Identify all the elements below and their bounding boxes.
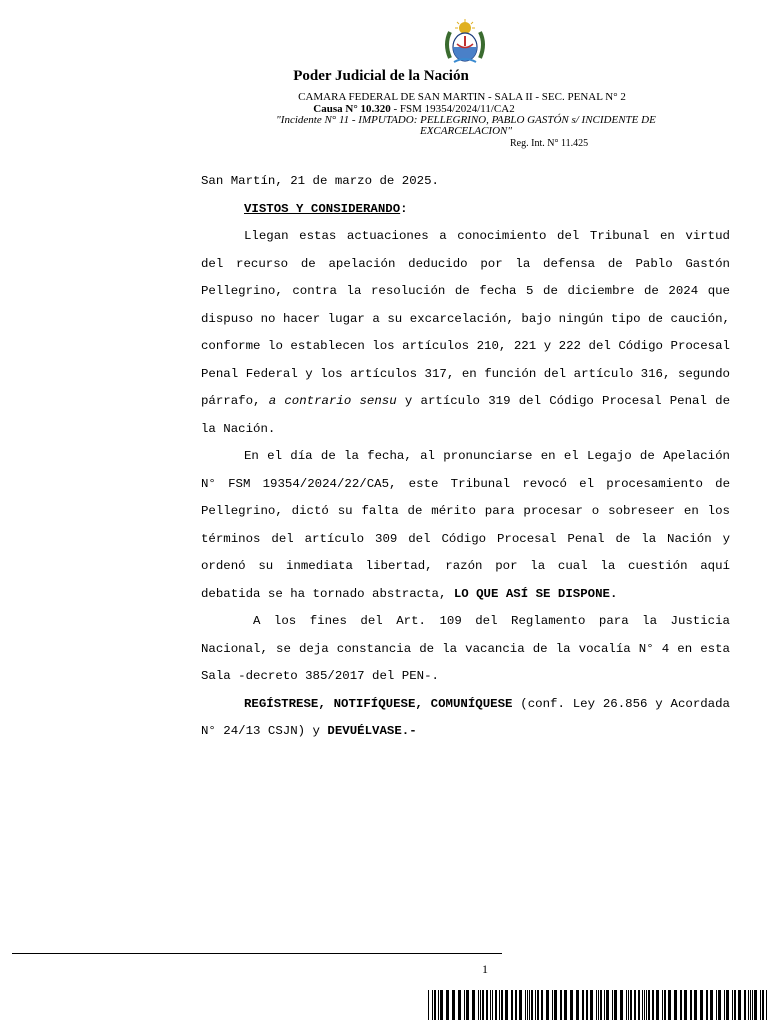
paragraph-1-text: Llegan estas actuaciones a conocimiento del Tribunal en virtud del recurso de apelación deducido por la defensa de Pablo Gastón Pellegrino, contra la resolución de fecha 5 de diciembre de 2024 que dispuso no hacer lugar a su excarcelación, bajo ningún tipo de caución, conforme lo establecen los artículos 210, 221 y 222 del Código Procesal Penal Federal y los artículos 317, en función del artículo 316, segundo párrafo,: [201, 229, 730, 408]
footer-rule: [12, 953, 502, 954]
page-number: 1: [482, 962, 488, 976]
paragraph-4: [201, 691, 730, 746]
paragraph-3: A los fines del Art. 109 del Reglamento para la Justicia Nacional, se deja constancia de la vacancia de la vocalía N° 4 en esta Sala -decreto 385/2017 del PEN-.: [201, 614, 730, 683]
barcode-image: [428, 990, 768, 1020]
paragraph-1: [201, 223, 730, 443]
vistos-heading: [201, 196, 730, 224]
court-name: CAMARA FEDERAL DE SAN MARTIN - SALA II - SEC. PENAL N° 2: [298, 91, 626, 103]
vistos-colon: :: [400, 201, 408, 216]
ruling-phrase: LO QUE ASÍ SE DISPONE.: [453, 586, 618, 601]
institution-title: Poder Judicial de la Nación: [293, 68, 469, 84]
paragraph-2: [201, 443, 730, 608]
coat-of-arms-emblem: [444, 18, 486, 64]
latin-phrase: a contrario sensu: [268, 394, 397, 408]
return-phrase: DEVUÉLVASE.-: [327, 724, 417, 738]
date-line: San Martín, 21 de marzo de 2025.: [201, 174, 439, 188]
case-label: Causa N° 10.320: [313, 103, 391, 115]
paragraph-2-text: En el día de la fecha, al pronunciarse en el Legajo de Apelación N° FSM 19354/2024/22/CA5, este Tribunal revocó el procesamiento de Pellegrino, dictó su falta de mérito para procesar o sobreseer en los términos del artículo 309 del Código Procesal Penal de la Nación y ordenó su inmediata libertad, razón por la cual la cuestión aquí debatida se ha tornado abstracta,: [201, 449, 730, 601]
order-phrase: REGÍSTRESE, NOTIFÍQUESE, COMUNÍQUESE: [244, 696, 513, 711]
paragraph-1-end: y artículo 319 del Código Procesal Penal de la Nación.: [201, 394, 731, 436]
internal-registry: Reg. Int. N° 11.425: [510, 138, 589, 149]
paragraph-4-text: (conf. Ley 26.856 y Acordada N° 24/13 CSJN) y: [201, 696, 730, 738]
resolution-body: [201, 168, 730, 746]
case-file-code: - FSM 19354/2024/11/CA2: [390, 103, 515, 115]
incident-caption: "Incidente N° 11 - IMPUTADO: PELLEGRINO, PABLO GASTÓN s/ INCIDENTE DE EXCARCELACION": [276, 114, 656, 137]
vistos-label: VISTOS Y CONSIDERANDO: [244, 201, 401, 216]
